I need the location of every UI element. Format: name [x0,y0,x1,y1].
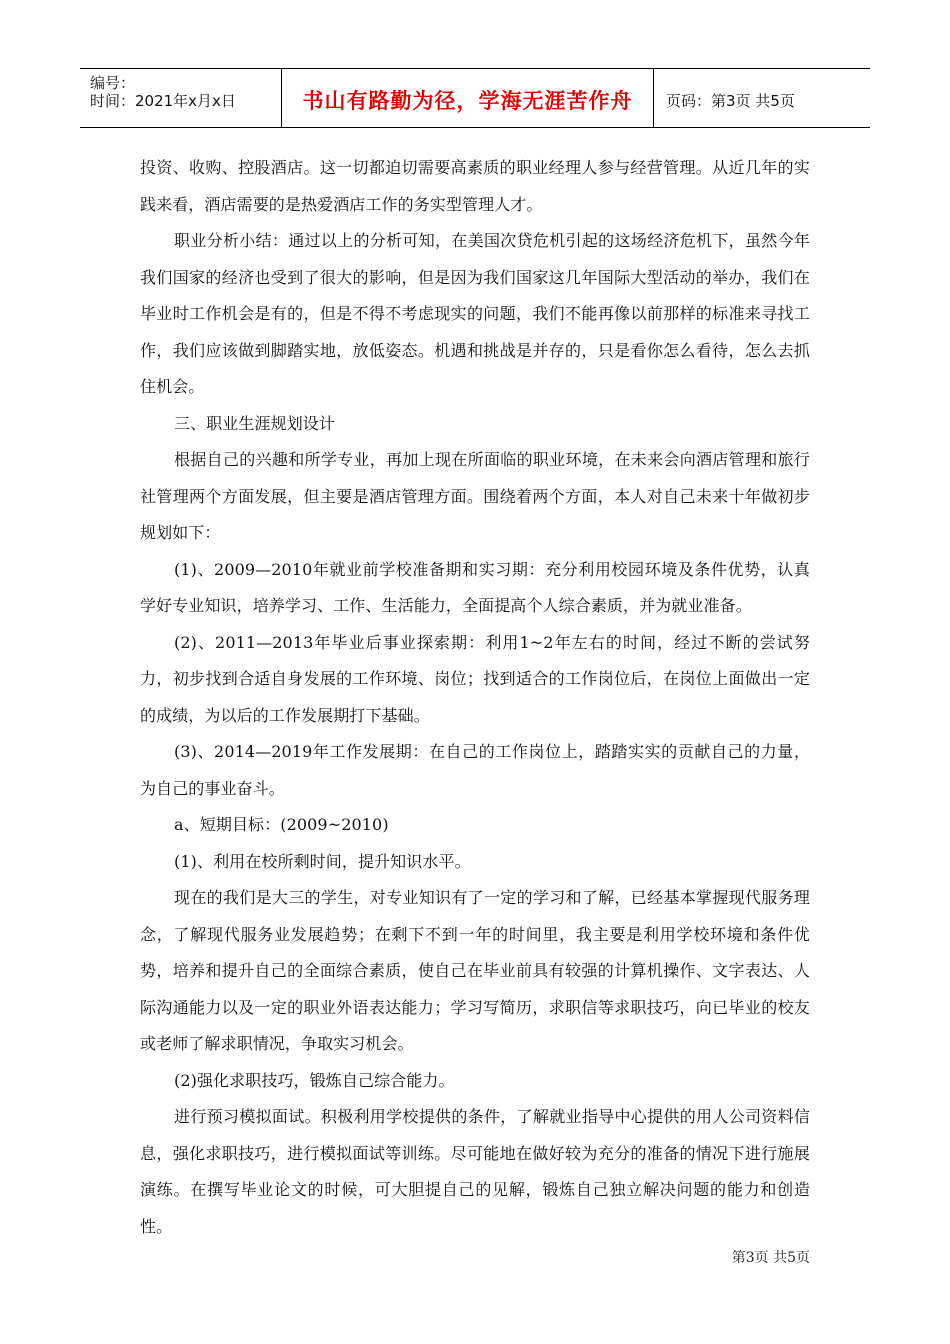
body-paragraph: 职业分析小结：通过以上的分析可知，在美国次贷危机引起的这场经济危机下，虽然今年我们国家的经济也受到了很大的影响，但是因为我们国家这几年国际大型活动的举办，我们在毕业时工作机会是有的，但是不得不考虑现实的问题，我们不能再像以前那样的标准来寻找工作，我们应该做到脚踏实地，放低姿态。机遇和挑战是并存的，只是看你怎么看待，怎么去抓住机会。 [140,231,810,396]
page-footer: 第3页 共5页 [731,1250,810,1266]
goal-item-1: (1)、利用在校所剩时间，提升知识水平。 [174,851,471,871]
goal-item-2: (2)强化求职技巧，锻炼自己综合能力。 [174,1070,455,1090]
page-header [80,68,870,128]
subsection-heading: a、短期目标：(2009~2010) [174,815,389,834]
document-date: 时间：2021年x月x日 [90,92,236,110]
section-heading: 三、职业生涯规划设计 [174,413,336,433]
body-paragraph: 现在的我们是大三的学生，对专业知识有了一定的学习和了解，已经基本掌握现代服务理念，了解现代服务业发展趋势；在剩下不到一年的时间里，我主要是利用学校环境和条件优势，培养和提升自己的全面综合素质，使自己在毕业前具有较强的计算机操作、文字表达、人际沟通能力以及一定的职业外语表达能力；学习写简历，求职信等求职技巧，向已毕业的校友或老师了解求职情况，争取实习机会。 [140,888,810,1053]
document-number-label: 编号： [90,74,136,92]
body-paragraph: 进行预习模拟面试。积极利用学校提供的条件，了解就业指导中心提供的用人公司资料信息，强化求职技巧，进行模拟面试等训练。尽可能地在做好较为充分的准备的情况下进行施展演练。在撰写毕业论文的时候，可大胆提自己的见解，锻炼自己独立解决问题的能力和创造性。 [140,1107,810,1236]
header-motto: 书山有路勤为径，学海无涯苦作舟 [282,69,654,127]
body-paragraph: 投资、收购、控股酒店。这一切都迫切需要高素质的职业经理人参与经营管理。从近几年的实践来看，酒店需要的是热爱酒店工作的务实型管理人才。 [140,158,810,214]
plan-item-3: (3)、2014—2019年工作发展期：在自己的工作岗位上，踏踏实实的贡献自己的力量，为自己的事业奋斗。 [140,742,810,798]
document-body [140,150,810,1245]
header-page-code: 页码：第3页 共5页 [666,91,795,110]
plan-item-2: (2)、2011—2013年毕业后事业探索期：利用1~2年左右的时间，经过不断的尝试努力，初步找到合适自身发展的工作环境、岗位；找到适合的工作岗位后，在岗位上面做出一定的成绩，为以后的工作发展期打下基础。 [140,632,810,725]
plan-item-1: (1)、2009—2010年就业前学校准备期和实习期：充分利用校园环境及条件优势，认真学好专业知识，培养学习、工作、生活能力，全面提高个人综合素质，并为就业准备。 [140,559,810,615]
header-meta [80,69,282,127]
body-paragraph: 根据自己的兴趣和所学专业，再加上现在所面临的职业环境，在未来会向酒店管理和旅行社管理两个方面发展，但主要是酒店管理方面。围绕着两个方面，本人对自己未来十年做初步规划如下： [140,450,810,542]
